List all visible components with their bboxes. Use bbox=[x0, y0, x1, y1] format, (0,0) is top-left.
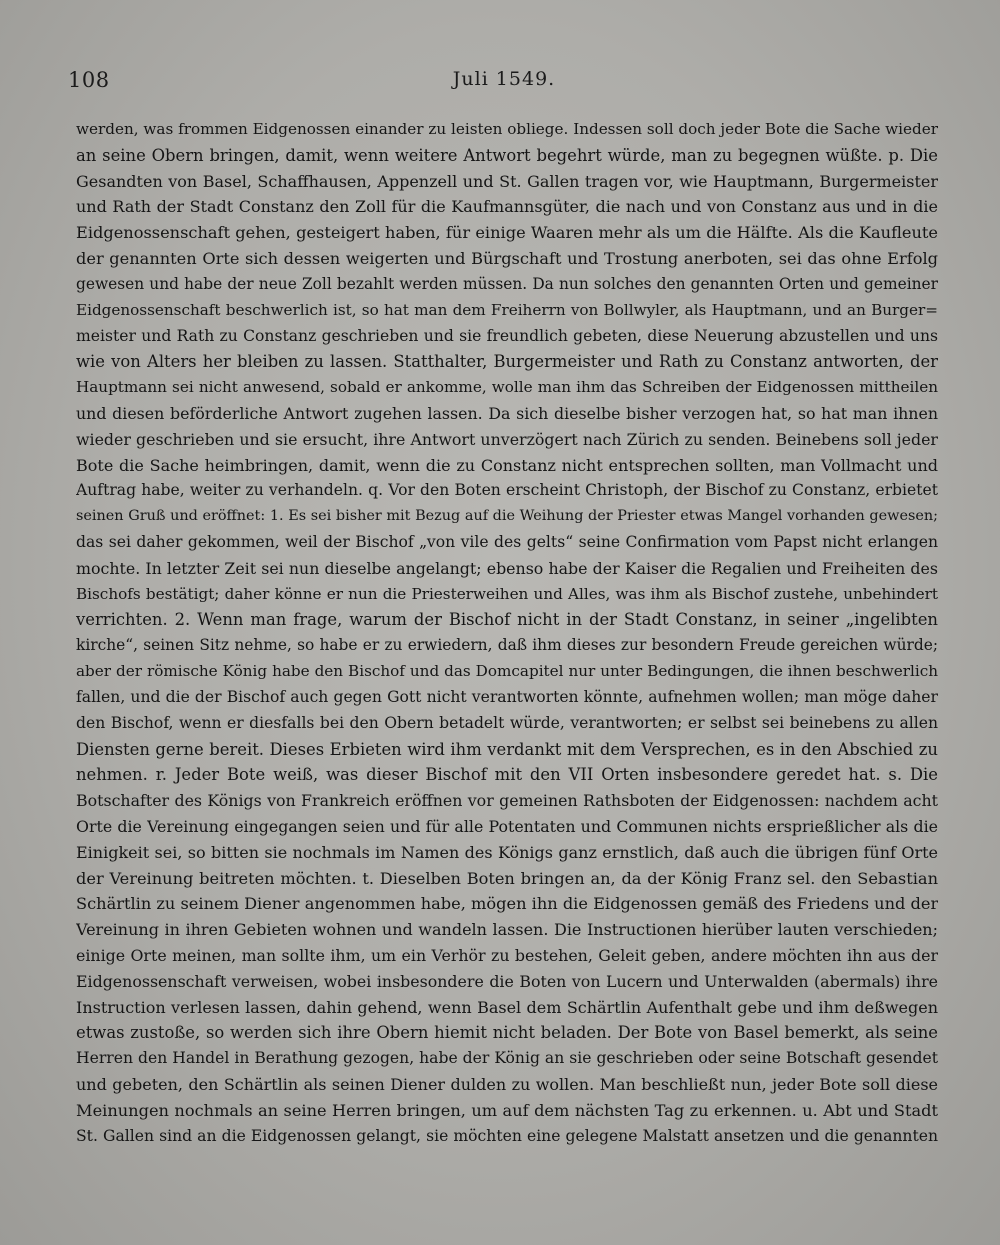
text-line: Hauptmann sei nicht anwesend, sobald er ankomme, wolle man ihm das Schreiben der Eidgenossen mittheilen bbox=[76, 378, 938, 397]
text-line: Eidgenossenschaft verweisen, wobei insbesondere die Boten von Lucern und Unterwalden (abermals) ihre bbox=[76, 971, 938, 991]
text-line: gewesen und habe der neue Zoll bezahlt werden müssen. Da nun solches den genannten Orten und gemeiner bbox=[76, 274, 938, 293]
text-line: das sei daher gekommen, weil der Bischof „von vile des gelts“ seine Confirmation vom Papst nicht erlangen bbox=[76, 533, 938, 551]
text-line: Gesandten von Basel, Schaffhausen, Appenzell und St. Gallen tragen vor, wie Hauptmann, Burgermeister bbox=[76, 171, 938, 191]
text-line: verrichten. 2. Wenn man frage, warum der Bischof nicht in der Stadt Constanz, in seiner „ingelibten bbox=[76, 610, 938, 630]
text-line: seinen Gruß und eröffnet: 1. Es sei bisher mit Bezug auf die Weihung der Priester etwas Mangel vorhanden gewesen; bbox=[76, 508, 938, 525]
text-line: und Rath der Stadt Constanz den Zoll für die Kaufmannsgüter, die nach und von Constanz aus und in die bbox=[76, 197, 938, 217]
text-line: meister und Rath zu Constanz geschrieben und sie freundlich gebeten, diese Neuerung abzustellen und uns bbox=[76, 326, 938, 345]
text-line: aber der römische König habe den Bischof und das Domcapitel nur unter Bedingungen, die ihnen beschwerlich bbox=[76, 662, 938, 681]
text-line: fallen, und die der Bischof auch gegen Gott nicht verantworten könnte, aufnehmen wollen; man möge daher bbox=[76, 687, 938, 706]
text-line: Einigkeit sei, so bitten sie nochmals im Namen des Königs ganz ernstlich, daß auch die übrigen fünf Orte bbox=[76, 842, 938, 862]
text-line: wie von Alters her bleiben zu lassen. Statthalter, Burgermeister und Rath zu Constanz antworten, der bbox=[76, 352, 938, 372]
text-line: wieder geschrieben und sie ersucht, ihre Antwort unverzögert nach Zürich zu senden. Beinebens soll jeder bbox=[76, 429, 938, 449]
text-line: Eidgenossenschaft beschwerlich ist, so hat man dem Freiherrn von Bollwyler, als Hauptmann, und an Burger= bbox=[76, 300, 938, 319]
running-title: Juli 1549. bbox=[452, 68, 556, 90]
text-line: der genannten Orte sich dessen weigerten und Bürgschaft und Trostung anerboten, sei das ohne Erfolg bbox=[76, 249, 938, 269]
text-line: Meinungen nochmals an seine Herren bringen, um auf dem nächsten Tag zu erkennen. u. Abt und Stadt bbox=[76, 1100, 938, 1120]
text-line: werden, was frommen Eidgenossen einander zu leisten obliege. Indessen soll doch jeder Bote die Sache wieder bbox=[76, 120, 938, 138]
text-line: Instruction verlesen lassen, dahin gehend, wenn Basel dem Schärtlin Aufenthalt gebe und ihm deßwegen bbox=[76, 997, 938, 1017]
text-line: den Bischof, wenn er diesfalls bei den Obern betadelt würde, verantworten; er selbst sei beinebens zu allen bbox=[76, 713, 938, 732]
text-line: St. Gallen sind an die Eidgenossen gelangt, sie möchten eine gelegene Malstatt ansetzen und die genannten bbox=[76, 1126, 938, 1145]
text-line: Diensten gerne bereit. Dieses Erbieten wird ihm verdankt mit dem Versprechen, es in den Abschied zu bbox=[76, 739, 938, 759]
text-line: an seine Obern bringen, damit, wenn weitere Antwort begehrt würde, man zu begegnen wüßte. p. Die bbox=[76, 145, 938, 165]
text-line: Orte die Vereinung eingegangen seien und für alle Potentaten und Communen nichts ersprießlicher als die bbox=[76, 816, 938, 836]
text-line: Herren den Handel in Berathung gezogen, habe der König an sie geschrieben oder seine Botschaft gesendet bbox=[76, 1049, 938, 1068]
text-line: Botschafter des Königs von Frankreich eröffnen vor gemeinen Rathsboten der Eidgenossen: nachdem acht bbox=[76, 791, 938, 811]
text-line: Bote die Sache heimbringen, damit, wenn die zu Constanz nicht entsprechen sollten, man Vollmacht und bbox=[76, 455, 938, 475]
text-line: nehmen. r. Jeder Bote weiß, was dieser Bischof mit den VII Orten insbesondere geredet hat. s. Die bbox=[76, 765, 938, 785]
text-line: und gebeten, den Schärtlin als seinen Diener dulden zu wollen. Man beschließt nun, jeder Bote soll diese bbox=[76, 1075, 938, 1095]
page-header bbox=[68, 68, 940, 100]
text-line: kirche“, seinen Sitz nehme, so habe er zu erwiedern, daß ihm dieses zur besondern Freude gereichen würde; bbox=[76, 636, 938, 655]
body-text bbox=[76, 117, 938, 1150]
text-line: einige Orte meinen, man sollte ihm, um ein Verhör zu bestehen, Geleit geben, andere möchten ihn aus der bbox=[76, 946, 938, 965]
text-line: Schärtlin zu seinem Diener angenommen habe, mögen ihn die Eidgenossen gemäß des Friedens und der bbox=[76, 894, 938, 914]
text-line: und diesen beförderliche Antwort zugehen lassen. Da sich dieselbe bisher verzogen hat, so hat man ihnen bbox=[76, 403, 938, 423]
text-line: Vereinung in ihren Gebieten wohnen und wandeln lassen. Die Instructionen hierüber lauten verschieden; bbox=[76, 920, 938, 940]
text-line: Eidgenossenschaft gehen, gesteigert haben, für einige Waaren mehr als um die Hälfte. Als die Kaufleute bbox=[76, 223, 938, 243]
text-line: Bischofs bestätigt; daher könne er nun die Priesterweihen und Alles, was ihm als Bischof zustehe, unbehindert bbox=[76, 584, 938, 603]
page-number: 108 bbox=[68, 68, 110, 92]
text-line: Auftrag habe, weiter zu verhandeln. q. Vor den Boten erscheint Christoph, der Bischof zu Constanz, erbietet bbox=[76, 481, 938, 500]
text-line: mochte. In letzter Zeit sei nun dieselbe angelangt; ebenso habe der Kaiser die Regalien und Freiheiten des bbox=[76, 558, 938, 578]
text-line: der Vereinung beitreten möchten. t. Dieselben Boten bringen an, da der König Franz sel. den Sebastian bbox=[76, 868, 938, 888]
text-line: etwas zustoße, so werden sich ihre Obern hiemit nicht beladen. Der Bote von Basel bemerkt, als seine bbox=[76, 1023, 938, 1043]
